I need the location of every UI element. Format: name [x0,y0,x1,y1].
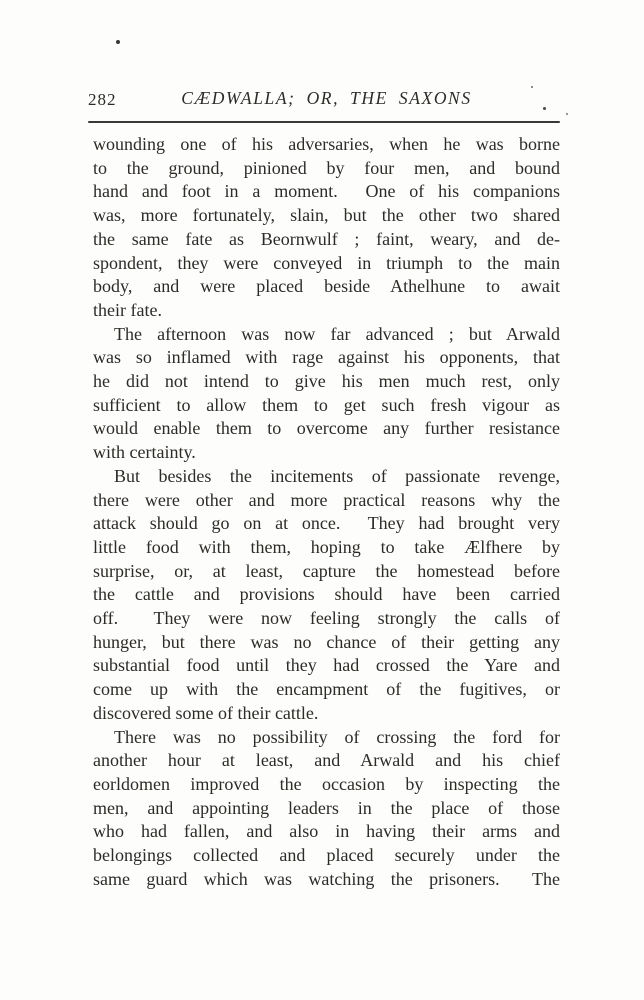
text-line: was so inflamed with rage against his opponents, that [93,347,560,368]
text-line: men, and appointing leaders in the place of those [93,797,560,818]
text-line: surprise, or, at least, capture the homestead before [93,560,560,581]
text-line: discovered some of their cattle. [93,702,319,723]
scan-speck [566,113,568,115]
text-line: substantial food until they had crossed the Yare and [93,655,560,676]
text-line: same guard which was watching the prisoners. The [93,868,560,889]
text-line: with certainty. [93,442,196,463]
paragraph [93,323,560,465]
text-line: wounding one of his adversaries, when he was borne [93,134,560,154]
page-header [0,88,644,112]
paragraph [93,465,560,726]
text-line: body, and were placed beside Athelhune to await [93,276,560,297]
text-line: another hour at least, and Arwald and his chief [93,750,560,771]
paragraph [93,133,560,323]
text-line: eorldomen improved the occasion by inspecting the [93,773,560,794]
text-line: spondent, they were conveyed in triumph to the main [93,252,560,273]
text-line: there were other and more practical reasons why the [93,489,560,510]
text-line: sufficient to allow them to get such fresh vigour as [93,394,560,415]
text-line: their fate. [93,299,162,320]
text-line: come up with the encampment of the fugitives, or [93,679,560,700]
text-line: the cattle and provisions should have been carried [93,584,560,605]
text-line: The afternoon was now far advanced ; but Arwald [114,323,560,344]
text-line: who had fallen, and also in having their arms and [93,821,560,842]
text-line: attack should go on at once. They had brought very [93,513,560,534]
paragraph [93,726,560,892]
text-line: But besides the incitements of passionate revenge, [114,465,560,486]
running-title: CÆDWALLA; OR, THE SAXONS [181,88,472,108]
page-number: 282 [88,90,117,109]
text-line: little food with them, hoping to take Ælfhere by [93,536,560,557]
text-line: belongings collected and placed securely under the [93,845,560,866]
text-line: to the ground, pinioned by four men, and bound [93,157,560,178]
text-line: was, more fortunately, slain, but the other two shared [93,205,560,226]
text-line: There was no possibility of crossing the ford for [114,726,560,747]
text-line: off. They were now feeling strongly the calls of [93,608,560,629]
text-line: hunger, but there was no chance of their getting any [93,631,560,652]
text-line: would enable them to overcome any further resistance [93,418,560,439]
text-line: he did not intend to give his men much rest, only [93,371,560,392]
text-block [93,133,560,892]
text-line: the same fate as Beornwulf ; faint, weary, and de- [93,228,560,249]
text-line: hand and foot in a moment. One of his companions [93,181,560,202]
scan-speck [116,40,120,44]
header-rule [88,121,560,123]
